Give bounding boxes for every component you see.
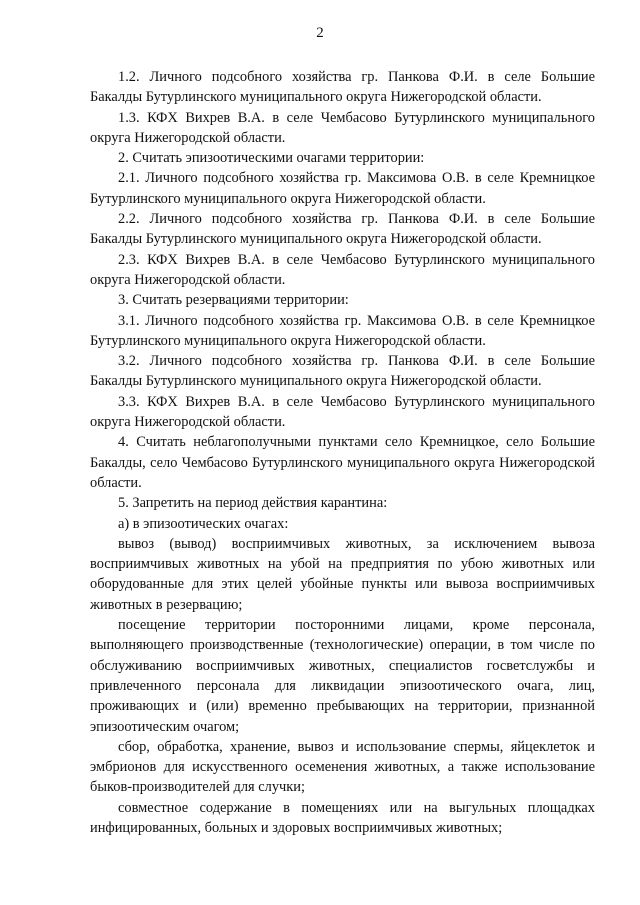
text-line: Бакалды Бутурлинского муниципального округа Нижегородской области. [90, 231, 542, 248]
text-line: Бутурлинского муниципального округа Нижегородской области. [90, 190, 486, 207]
text-line: Бакалды, село Чембасово Бутурлинского муниципального округа Нижегородской [90, 454, 595, 471]
text-line: вывоз (вывод) восприимчивых животных, за исключением вывоза [118, 535, 595, 552]
text-line: выполняющего производственные (технологические) операции, в том числе по [90, 637, 595, 654]
text-line: 3.1. Личного подсобного хозяйства гр. Максимова О.В. в селе Кремницкое [118, 312, 595, 329]
document-body [90, 67, 595, 838]
paragraph [90, 290, 595, 310]
text-line: совместное содержание в помещениях или на выгульных площадках [118, 799, 595, 816]
text-line: посещение территории посторонними лицами, кроме персонала, [118, 617, 595, 634]
text-line: обслуживанию восприимчивых животных, специалистов госветслужбы и [90, 657, 595, 674]
text-line: сбор, обработка, хранение, вывоз и использование спермы, яйцеклеток и [118, 738, 595, 755]
text-line: Бакалды Бутурлинского муниципального округа Нижегородской области. [90, 89, 542, 106]
paragraph [90, 209, 595, 250]
paragraph [90, 737, 595, 798]
text-line: округа Нижегородской области. [90, 271, 286, 288]
text-line: округа Нижегородской области. [90, 414, 286, 431]
text-line: восприимчивых животных на убой на предприятия по убою животных или [90, 556, 595, 573]
text-line: эпизоотическим очагом; [90, 718, 240, 735]
paragraph [90, 250, 595, 291]
text-line: 2.1. Личного подсобного хозяйства гр. Максимова О.В. в селе Кремницкое [118, 170, 595, 187]
paragraph [90, 534, 595, 615]
text-line: эмбрионов для искусственного осеменения животных, а также использование [90, 759, 595, 776]
text-line: 3.3. КФХ Вихрев В.А. в селе Чембасово Бутурлинского муниципального [118, 393, 595, 410]
text-line: а) в эпизоотических очагах: [118, 515, 289, 532]
text-line: 2.2. Личного подсобного хозяйства гр. Панкова Ф.И. в селе Большие [118, 211, 595, 228]
paragraph [90, 798, 595, 839]
text-line: быков-производителей для случки; [90, 779, 305, 796]
paragraph [90, 351, 595, 392]
text-line: 3.2. Личного подсобного хозяйства гр. Панкова Ф.И. в селе Большие [118, 353, 595, 370]
text-line: оборудованные для этих целей убойные пункты или вывоза восприимчивых [90, 576, 595, 593]
text-line: округа Нижегородской области. [90, 129, 286, 146]
text-line: Бутурлинского муниципального округа Нижегородской области. [90, 332, 486, 349]
text-line: 1.2. Личного подсобного хозяйства гр. Панкова Ф.И. в селе Большие [118, 69, 595, 85]
paragraph [90, 392, 595, 433]
paragraph [90, 311, 595, 352]
paragraph [90, 615, 595, 737]
text-line: инфицированных, больных и здоровых восприимчивых животных; [90, 819, 503, 836]
text-line: 5. Запретить на период действия карантина: [118, 495, 388, 512]
text-line: 2.3. КФХ Вихрев В.А. в селе Чембасово Бутурлинского муниципального [118, 251, 595, 268]
text-line: 4. Считать неблагополучными пунктами село Кремницкое, село Большие [118, 434, 595, 451]
paragraph [90, 148, 595, 168]
text-line: проживающих и (или) временно пребывающих на территории, признанной [90, 698, 595, 715]
text-line: 2. Считать эпизоотическими очагами территории: [118, 150, 425, 167]
paragraph [90, 108, 595, 149]
text-line: животных в резервацию; [90, 596, 243, 613]
text-line: 3. Считать резервациями территории: [118, 292, 349, 309]
paragraph [90, 67, 595, 108]
text-line: Бакалды Бутурлинского муниципального округа Нижегородской области. [90, 373, 542, 390]
text-line: 1.3. КФХ Вихрев В.А. в селе Чембасово Бутурлинского муниципального [118, 109, 595, 126]
paragraph [90, 432, 595, 493]
paragraph [90, 514, 595, 534]
paragraph [90, 493, 595, 513]
paragraph [90, 168, 595, 209]
text-line: области. [90, 474, 142, 491]
page-number: 2 [316, 25, 324, 41]
text-line: привлеченного персонала для ликвидации эпизоотического очага, лиц, [90, 677, 595, 694]
